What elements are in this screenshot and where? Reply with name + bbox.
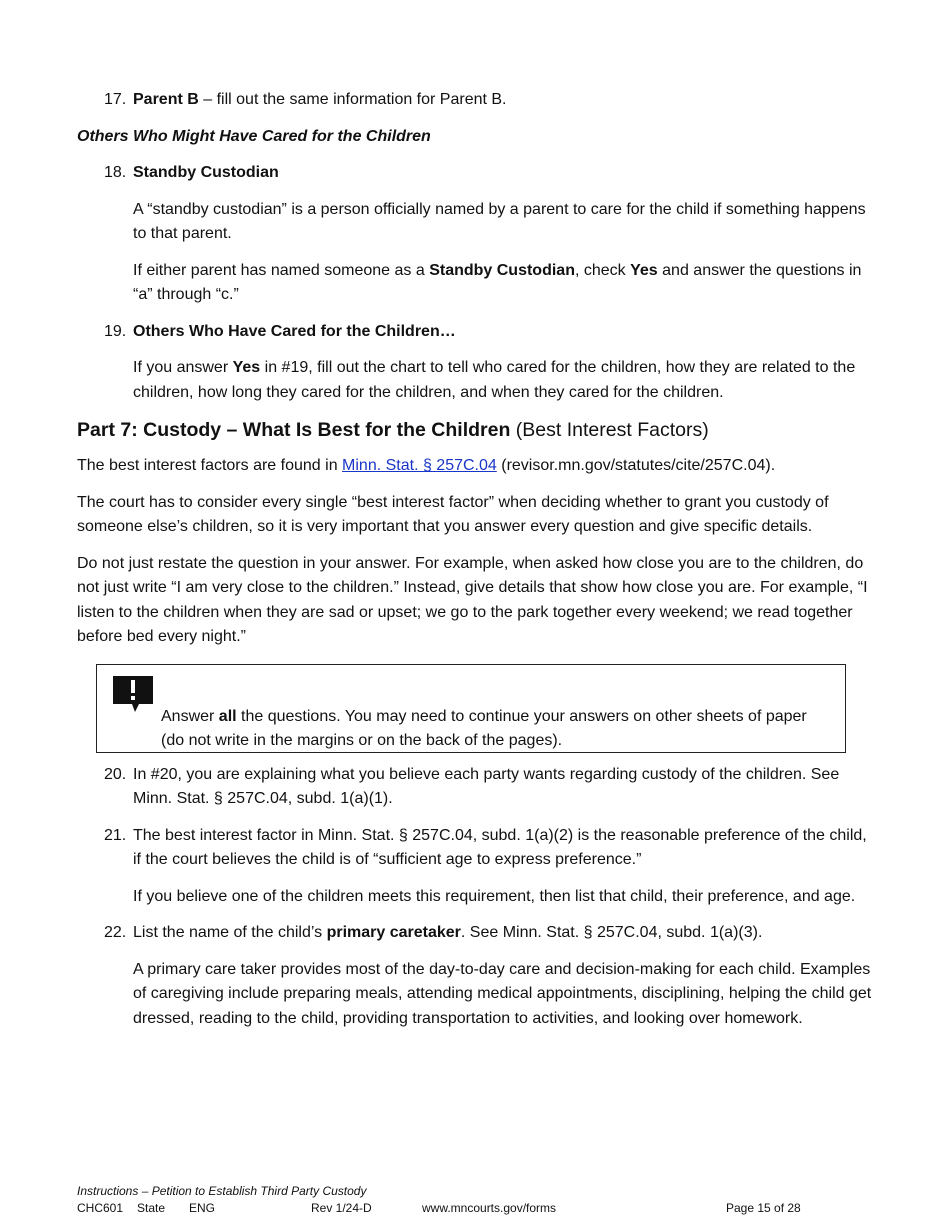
- item-17-text: [133, 88, 877, 113]
- all-label: all: [218, 707, 237, 725]
- item-number: 17.: [104, 91, 127, 108]
- footer-url[interactable]: www.mncourts.gov/forms: [422, 1201, 557, 1215]
- item-19-title: Others Who Have Cared for the Children…: [133, 322, 456, 340]
- part-7-paragraph-2: The court has to consider every single “best interest factor” when deciding whether to grant you custody of someone else’s children, so it is very important that you answer every question and give specific details.: [77, 493, 829, 535]
- text-run: Answer: [161, 707, 219, 725]
- item-18: [77, 161, 877, 186]
- text-run: and answer the questions in “a” through “c.”: [133, 261, 862, 303]
- page-number: Page 15 of 28: [726, 1201, 801, 1215]
- item-21-paragraph-2: If you believe one of the children meets this requirement, then list that child, their preference, and age.: [133, 887, 856, 905]
- text-run: (revisor.mn.gov/statutes/cite/257C.04).: [496, 457, 776, 474]
- item-20: [77, 763, 877, 812]
- part-7-title: Part 7: Custody – What Is Best for the Children: [77, 419, 511, 441]
- standby-custodian-label: Standby Custodian: [429, 261, 575, 279]
- text-run: The best interest factors are found in: [77, 457, 343, 474]
- text-run: . See Minn. Stat. § 257C.04, subd. 1(a)(3).: [460, 924, 763, 941]
- item-number: 21.: [104, 826, 127, 844]
- item-19-instructions: [77, 356, 877, 405]
- yes-label: Yes: [232, 359, 261, 376]
- item-19: [77, 320, 877, 345]
- item-22-text: [133, 921, 877, 946]
- note-box: [96, 664, 846, 753]
- text-run: the questions. You may need to continue your answers on other sheets of paper (do not write in the margins or on the back of the pages).: [161, 707, 807, 749]
- part-7-heading: [77, 417, 877, 443]
- item-number: 22.: [104, 924, 127, 941]
- item-22-paragraph-2: A primary care taker provides most of the day-to-day care and decision-making for each child. Examples of caregiving include preparing meals, attending medical appointments, disciplining, helping the child get dressed, reading to the child, providing transportation to activities, and looking over homework.: [133, 960, 872, 1027]
- item-18-definition: A “standby custodian” is a person officially named by a parent to care for the child if something happens to that parent.: [133, 200, 866, 242]
- item-21: [77, 824, 877, 873]
- primary-caretaker-label: primary caretaker: [326, 924, 461, 941]
- item-22: [77, 921, 877, 946]
- text-run: in #19, fill out the chart to tell who cared for the children, how they are related to the children, how long they cared for the children, and when they cared for the children.: [133, 359, 856, 401]
- footer-language: ENG: [189, 1201, 216, 1215]
- page-footer: [77, 1183, 877, 1217]
- form-code: CHC601: [77, 1201, 124, 1215]
- item-21-text: The best interest factor in Minn. Stat. § 257C.04, subd. 1(a)(2) is the reasonable preference of the child, if the court believes the child is of “sufficient age to express preference.”: [133, 826, 867, 868]
- footer-title: Instructions – Petition to Establish Third Party Custody: [77, 1184, 367, 1198]
- item-number: 20.: [104, 765, 127, 783]
- parent-b-label: Parent B: [133, 91, 199, 108]
- footer-revision: Rev 1/24-D: [311, 1201, 372, 1215]
- section-heading-others: Others Who Might Have Cared for the Children: [77, 127, 431, 145]
- part-7-subtitle: (Best Interest Factors): [510, 419, 709, 441]
- item-number: 19.: [104, 322, 127, 340]
- note-text: [161, 705, 825, 754]
- item-17-body: – fill out the same information for Parent B.: [198, 91, 507, 108]
- footer-state: State: [137, 1201, 166, 1215]
- text-run: If you answer: [133, 359, 233, 376]
- item-18-title: Standby Custodian: [133, 164, 279, 181]
- text-run: , check: [574, 261, 631, 279]
- statute-link[interactable]: Minn. Stat. § 257C.04: [342, 457, 497, 474]
- item-20-text: In #20, you are explaining what you believe each party wants regarding custody of the children. See Minn. Stat. § 257C.04, subd. 1(a)(1).: [133, 765, 840, 807]
- item-17: [77, 88, 877, 113]
- part-7-paragraph-3: Do not just restate the question in your answer. For example, when asked how close you are to the children, do not just write “I am very close to the children.” Instead, give details that show how close you are. For example, “I listen to the children when they are sad or upset; we go to the park together every weekend; we read together before bed every night.”: [77, 554, 868, 645]
- footer-row: [77, 1200, 877, 1217]
- part-7-intro: [77, 454, 877, 479]
- document-page: [77, 88, 877, 1043]
- item-number: 18.: [104, 164, 127, 181]
- exclamation-speech-icon: [113, 676, 153, 714]
- text-run: List the name of the child’s: [133, 924, 327, 941]
- item-18-instructions: [77, 259, 877, 308]
- text-run: If either parent has named someone as a: [133, 261, 430, 279]
- yes-label: Yes: [630, 261, 658, 279]
